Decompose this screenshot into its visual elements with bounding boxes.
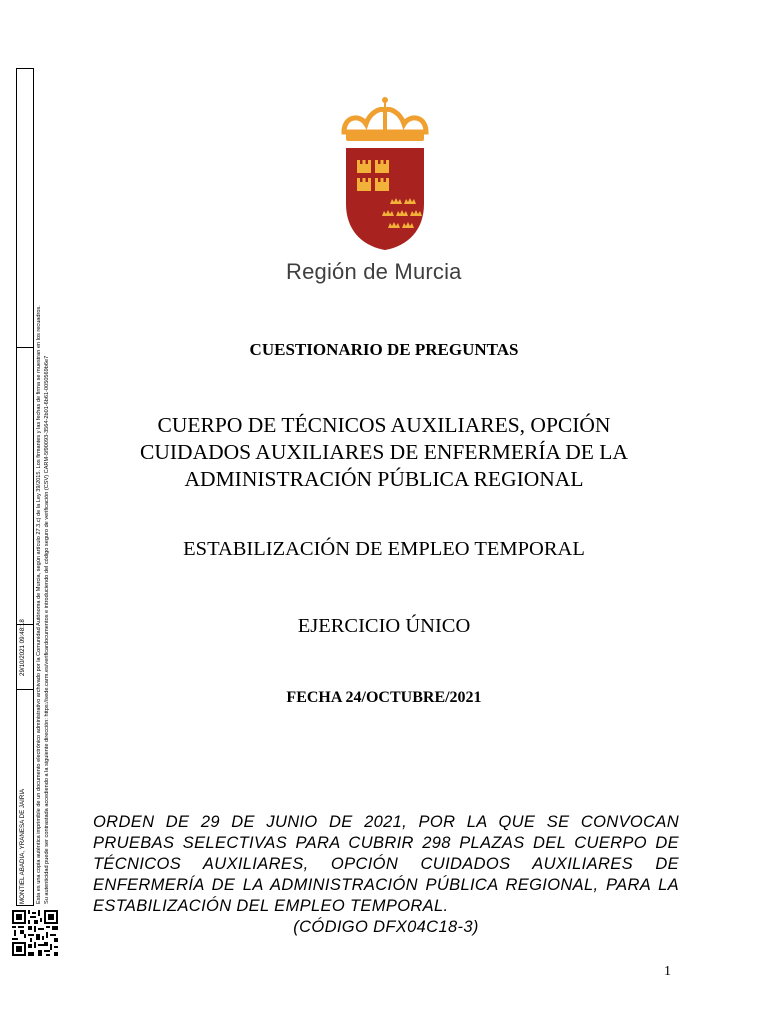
qr-code-icon [12,910,58,956]
document-subtitle: ESTABILIZACIÓN DE EMPLEO TEMPORAL [183,538,585,560]
body-title-line: CUIDADOS AUXILIARES DE ENFERMERÍA DE LA [140,440,628,464]
page-number: 1 [664,964,671,979]
region-de-murcia-coat-of-arms [330,94,440,256]
logo-wordmark: Región de Murcia [286,259,462,284]
order-code: (CÓDIGO DFX04C18-3) [293,918,479,936]
order-paragraph [93,812,679,938]
body-title-line: CUERPO DE TÉCNICOS AUXILIARES, OPCIÓN [157,413,611,437]
signer-name: MONTIEL ABADIA, YRANESA DE JAIRIA [19,788,26,904]
crown-icon [344,97,426,141]
body-title [0,412,768,493]
sign-date: 29/10/2021 09:48:18 [19,619,26,676]
verification-note-2: Su autenticidad puede ser contrastada accediendo a la siguiente dirección: https://sede.carm.es/verificardocumentos e introduciendo del código seguro de verificación (CSV) CARM-5f90093-3564-2b01-6b61-0050569b6e7 [44,355,50,904]
exam-date: FECHA 24/OCTUBRE/2021 [286,689,482,706]
order-text: ORDEN DE 29 DE JUNIO DE 2021, POR LA QUE SE CONVOCAN PRUEBAS SELECTIVAS PARA CUBRIR 298 PLAZAS DEL CUERPO DE TÉCNICOS AUXILIARES, OPCIÓN CUIDADOS AUXILIARES DE ENFERMERÍA DE LA ADMINISTRACIÓN PÚBLICA REGIONAL, PARA LA ESTABILIZACIÓN DEL EMPLEO TEMPORAL. [93,813,679,915]
verification-note-1: Esta es una copia auténtica imprimible de un documento electrónico administrativo archivado por la Comunidad Autónoma de Murcia, según artículo 27.3.c) de la Ley 39/2015. Los firmantes y las fechas de firma se muestran en los recuadros. [36,305,42,904]
body-title-line: ADMINISTRACIÓN PÚBLICA REGIONAL [184,467,584,491]
document-heading: CUESTIONARIO DE PREGUNTAS [249,340,519,359]
exercise-label: EJERCICIO ÚNICO [297,615,471,637]
